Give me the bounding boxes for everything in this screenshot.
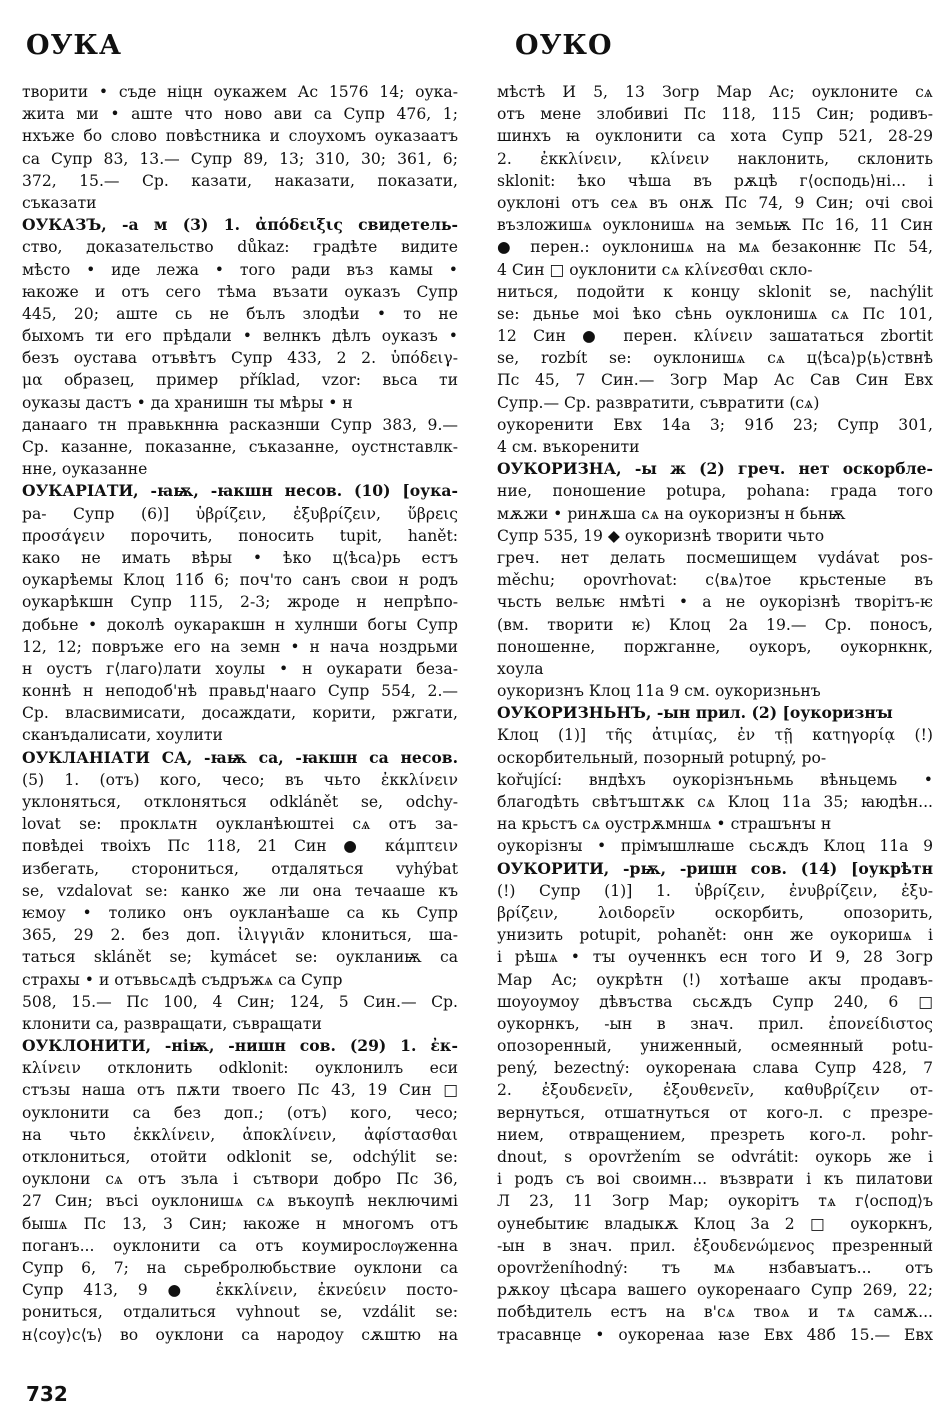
text-line: творити • съде ніцн оукажем Ас 1576 14; оука- xyxy=(22,83,458,101)
text-line: оукарѣкшн Супр 115, 2-3; жроде н непрѣпо- xyxy=(22,593,458,612)
text-line: клонити са, развращати, съвращати xyxy=(22,1014,322,1033)
text-line: страхы • и отъвьсѧдѣ съдръжѧ са Супр xyxy=(22,970,343,989)
left-column xyxy=(22,81,458,1346)
text-line: унизить potupit, pohanět: онн же оукоришѧ і xyxy=(497,926,933,945)
text-line: отъ мене злобивиі Пс 118, 115 Син; родивъ- xyxy=(497,105,933,124)
text-line: благодѣть свѣтъштѫк сѧ Клоц 11а 35; ꙗюдѣн... xyxy=(497,793,933,811)
text-line: Супр 535, 19 ◆ оукоризнѣ творити чьто xyxy=(497,526,825,545)
text-line: оукорнкъ, -ын в знач. прил. ἐπονείδιστος xyxy=(497,1014,933,1033)
text-line: опозоренный, униженный, осмеянный potu- xyxy=(497,1037,933,1056)
text-line: жита ми • аште что ново ави са Супр 476, 1; xyxy=(22,105,458,124)
text-line: поношенне, поржганне, оукоръ, оукорнкнк, xyxy=(497,637,933,656)
text-line: Клоц (1)] τῆς ἀτιμίας, ἐν τῇ κατηγορίᾳ (!) xyxy=(497,726,933,745)
running-head-right: ОУКО xyxy=(515,30,613,61)
text-line: оскорбительный, позорный potupný, po- xyxy=(497,748,827,767)
text-line: pený, bezectný: оукоренаꙗ слава Супр 428, 7 xyxy=(497,1059,933,1078)
text-line: ниться, подойти к концу sklonit se, nachýlit xyxy=(497,282,933,301)
text-line: se, vzdalovat se: канко же ли она течааше къ xyxy=(22,881,458,900)
text-line: мѣсто • иде лежа • того ради въз камы • xyxy=(22,260,458,279)
text-line: ОУКОРИЗНА, -ы ж (2) греч. нет оскорбле- xyxy=(497,459,933,479)
text-line: н оустъ г⟨лаго⟩лати хоулы • н оукарати беза- xyxy=(22,659,458,678)
text-line: сканъдалисати, хоулити xyxy=(22,726,223,745)
text-line: Л 23, 11 Зогр Мар; оукорітъ тѧ г⟨оспод⟩ъ xyxy=(497,1192,933,1211)
text-line: уклоняться, отклоняться odklánět se, odchy- xyxy=(22,793,458,811)
text-line: κλίνειν отклонить odklonit: оуклонилъ еси xyxy=(22,1059,458,1078)
text-line: Ср. власвимисати, досаждати, корити, ржгати, xyxy=(22,704,458,723)
text-line: 372, 15.— Ср. казати, наказати, показати, xyxy=(22,171,458,190)
text-line: ОУКАЗЪ, -а м (3) 1. ἀπόδειξις свидетель- xyxy=(22,215,458,235)
text-line: бышѧ Пс 13, 3 Син; ꙗкоже н многомъ отъ xyxy=(22,1214,458,1233)
text-line: оукорізнꙑ • прімꙑшлꙗше сьсѫдъ Клоц 11а 9 xyxy=(497,837,933,856)
text-line: kořující: вндѣхъ оукорізнъньмь вѣньцемь • xyxy=(497,770,933,789)
text-line: 4 см. въкоренити xyxy=(497,438,640,456)
text-line: 12 Син ● перен. κλίνειν зашататься zbortit xyxy=(497,327,933,346)
text-line: стъзы наша отъ пѫти твоего Пс 43, 19 Син □ xyxy=(22,1081,458,1100)
text-line: греч. нет делать посмешищем vydávat pos- xyxy=(497,548,933,567)
text-line: како не имать вѣры • ѣко ц⟨ѣса⟩рь естъ xyxy=(22,548,458,567)
text-line: se: дьнье моі ѣко сѣнь оуклонишѧ сѧ Пс 101, xyxy=(497,304,933,323)
text-line: оуклонити са без доп.; (отъ) кого, чесо; xyxy=(22,1103,458,1122)
text-line: рѫкоу цѣсара вашего оукоренааго Супр 269, 22; xyxy=(497,1281,933,1300)
text-line: βρίζειν, λοιδορεῖν оскорбить, опозорить, xyxy=(497,903,933,922)
text-line: sklonit: ѣко чѣша въ рѫцѣ г⟨осподь⟩ні... і xyxy=(497,171,933,190)
text-line: шоуоумоу дѣвъства сьсѫдъ Супр 240, 6 □ xyxy=(497,992,933,1011)
text-line: мѫжи • ринѫша сѧ на оукоризнꙑ н бьнѭ xyxy=(497,504,846,523)
text-line: 2. ἐκκλίνειν, κλίνειν наклонить, склонить xyxy=(497,149,933,168)
right-column xyxy=(497,81,933,1346)
text-line: -ын в знач. прил. ἐξουδενώμενος презренный xyxy=(497,1236,933,1255)
text-line: 4 Син □ оуклонити сѧ κλίνεσθαι скло- xyxy=(497,260,813,279)
text-line: ство, доказательство důkaz: градѣте видите xyxy=(22,238,458,257)
text-line: і рѣшѧ • тꙑ оученнкъ есн того И 9, 28 Зогр xyxy=(497,948,933,967)
text-line: трасавнце • оукоренаа ꙗзе Евх 48б 15.— Евх xyxy=(497,1325,933,1344)
text-line: оукоренити Евх 14а 3; 91б 23; Супр 301, xyxy=(497,415,933,434)
text-line: оукарѣемы Клоц 11б 6; поч'то санъ свои н родъ xyxy=(22,571,458,590)
text-line: і родъ съ воі своимн... възврати і къ пилатови xyxy=(497,1170,933,1189)
text-line: н⟨соу⟩с⟨ъ⟩ во оуклони са народоу сѫштю на xyxy=(22,1325,458,1344)
text-line: 2. ἐξουδενεῖν, ἐξουθενεῖν, καθυβρίζειν от- xyxy=(497,1081,933,1100)
text-line: чьсть вельѥ нмѣті • а не оукорізнѣ творітъ-ѥ xyxy=(497,593,933,612)
text-line: se, rozbít se: оуклонишѧ сѧ ц⟨ѣса⟩р⟨ь⟩ствнѣ xyxy=(497,349,933,368)
text-line: ● перен.: оуклонишѧ на мѧ безаконнѥ Пс 54, xyxy=(497,238,933,257)
text-line: ОУКЛАНІАТИ СА, -ꙗѭ са, -ꙗкшн са несов. xyxy=(22,747,458,767)
text-line: хоула xyxy=(497,659,544,678)
text-line: оунебытиѥ владыкѫ Клоц 3а 2 □ оукоркнъ, xyxy=(497,1214,933,1233)
text-line: ра- Супр (6)] ὑβρίζειν, ἐξυβρίζειν, ὕβρεις xyxy=(22,504,458,523)
text-line: шинхъ ꙗ оуклонити са хота Супр 521, 28-29 xyxy=(497,127,933,146)
text-line: оукоризнъ Клоц 11а 9 см. оукоризньнъ xyxy=(497,682,821,701)
page-number: 732 xyxy=(26,1382,68,1406)
text-line: оуклони сѧ отъ зъла і сътвори добро Пс 36, xyxy=(22,1170,458,1189)
text-line: коннѣ н неподоб'нѣ правьд'нааго Супр 554, 2.— xyxy=(22,682,458,701)
text-line: ОУКАРІАТИ, -ꙗѭ, -ꙗкшн несов. (10) [оука- xyxy=(22,481,458,501)
text-line: на чьто ἐκκλίνειν, ἀποκλίνειν, ἀφίστασθαι xyxy=(22,1125,458,1144)
text-line: поганъ... оуклонити са отъ коумирослѹженна xyxy=(22,1236,458,1255)
text-line: ОУКОРИЗНЬНЪ, -ын прил. (2) [оукоризнꙑ xyxy=(497,703,893,723)
running-head-left: ОУКА xyxy=(26,30,122,61)
text-line: безъ оустава отъвѣтъ Супр 433, 2 2. ὑπόδειγ- xyxy=(22,349,458,368)
text-line: быхомъ ти его прѣдали • велнкъ дѣлъ оуказъ • xyxy=(22,327,458,346)
text-line: побѣдитель естъ на в'сѧ твоѧ и тѧ самѫ... xyxy=(497,1303,933,1322)
text-line: повѣдеі твоіхъ Пс 118, 21 Син ● κάμπτειν xyxy=(22,837,458,856)
text-line: нне, оуказанне xyxy=(22,460,148,479)
text-line: ОУКЛОНИТИ, -ніѭ, -нишн сов. (29) 1. ἐκ- xyxy=(22,1036,458,1056)
text-line: 12, 12; повръже его на земн • н нача ноздрьми xyxy=(22,637,458,656)
text-line: dnout, s opovržením se odvrátit: оукорь же і xyxy=(497,1148,933,1166)
text-line: отклониться, отойти odklonit se, odchýlit se: xyxy=(22,1148,458,1166)
text-line: възложишѧ оуклонишѧ на земьѭ Пс 16, 11 Син xyxy=(497,216,933,235)
text-line: (5) 1. (отъ) кого, чесо; въ чьто ἐκκλίνειν xyxy=(22,770,458,789)
text-line: 27 Син; въсі оуклонишѧ сѧ въкоупѣ неключимі xyxy=(22,1192,458,1211)
text-line: měchu; opovrhovat: с⟨вѧ⟩тое крьстеные въ xyxy=(497,571,933,590)
text-line: lovat se: проклѧтн оукланѣюштеі сѧ отъ за- xyxy=(22,815,458,834)
text-line: μα образец, пример příklad, vzor: вьса ти xyxy=(22,371,458,390)
text-line: данааго тн правькннꙗ расказнши Супр 383, 9.— xyxy=(22,415,458,434)
text-line: на крьстъ сѧ оустрѫмншѧ • страшънꙑ н xyxy=(497,815,832,834)
text-line: 508, 15.— Пс 100, 4 Син; 124, 5 Син.— Ср. xyxy=(22,992,458,1011)
text-line: ОУКОРИТИ, -рѭ, -ришн сов. (14) [оукрѣтн xyxy=(497,858,933,878)
text-line: добьне • доколѣ оукаракшн н хулнши богы Супр xyxy=(22,615,458,634)
text-line: нием, отвращением, презреть кого-л. pohr- xyxy=(497,1125,933,1144)
text-line: нхъже бо слово повѣстника и слоухомъ оуказаатъ xyxy=(22,127,458,146)
text-line: (!) Супр (1)] 1. ὑβρίζειν, ἐνυβρίζειν, ἐξυ- xyxy=(497,881,933,900)
text-line: мѣстѣ И 5, 13 Зогр Мар Ас; оуклоните сѧ xyxy=(497,83,933,101)
text-line: 365, 29 2. без доп. ἰλιγγιᾶν клониться, ша- xyxy=(22,926,458,945)
text-line: (вм. творити ѥ) Клоц 2а 19.— Ср. поносъ, xyxy=(497,615,933,634)
text-line: Мар Ас; оукрѣтн (!) хотѣаше акꙑ продавъ- xyxy=(497,970,933,989)
text-line: ꙗкоже и отъ сего тѣма възати оуказъ Супр xyxy=(22,282,458,301)
text-line: ние, поношение potupa, pohana: града того xyxy=(497,482,933,501)
text-line: 445, 20; аште сь не бълъ злодѣи • то не xyxy=(22,304,458,323)
text-line: Супр.— Ср. развратити, съвратити (сѧ) xyxy=(497,393,820,412)
text-line: Ср. казанне, показанне, съказанне, оустнставлк- xyxy=(22,438,458,456)
text-line: избегать, сторониться, отдаляться vyhýbat xyxy=(22,859,458,878)
text-line: Супр 413, 9 ● ἐκκλίνειν, ἐκνεύειν посто- xyxy=(22,1281,458,1300)
text-line: оуказы дастъ • да хранишн ты мѣры • н xyxy=(22,393,353,412)
text-line: съказати xyxy=(22,193,97,212)
text-line: προσάγειν порочить, поносить tupit, hanět: xyxy=(22,526,458,545)
text-line: Пс 45, 7 Син.— Зогр Мар Ас Сав Син Евх xyxy=(497,371,933,390)
text-line: вернуться, отшатнуться от кого-л. с презре- xyxy=(497,1103,933,1122)
text-line: opovrženíhodný: тъ мѧ нзбавꙑатъ... отъ xyxy=(497,1258,933,1277)
text-line: Супр 6, 7; на сьребролюбьствие оуклони са xyxy=(22,1258,458,1277)
text-line: рониться, отдалиться vyhnout se, vzdálit se: xyxy=(22,1303,458,1322)
text-line: ѥмоу • толико онъ оукланѣаше са кь Супр xyxy=(22,903,458,922)
text-line: оуклоні отъ сеѧ въ онѫ Пс 74, 9 Син; очі своі xyxy=(497,193,933,212)
text-line: таться sklánět se; kymácet se: оукланиѭ са xyxy=(22,948,458,967)
text-line: са Супр 83, 13.— Супр 89, 13; 310, 30; 361, 6; xyxy=(22,149,458,168)
